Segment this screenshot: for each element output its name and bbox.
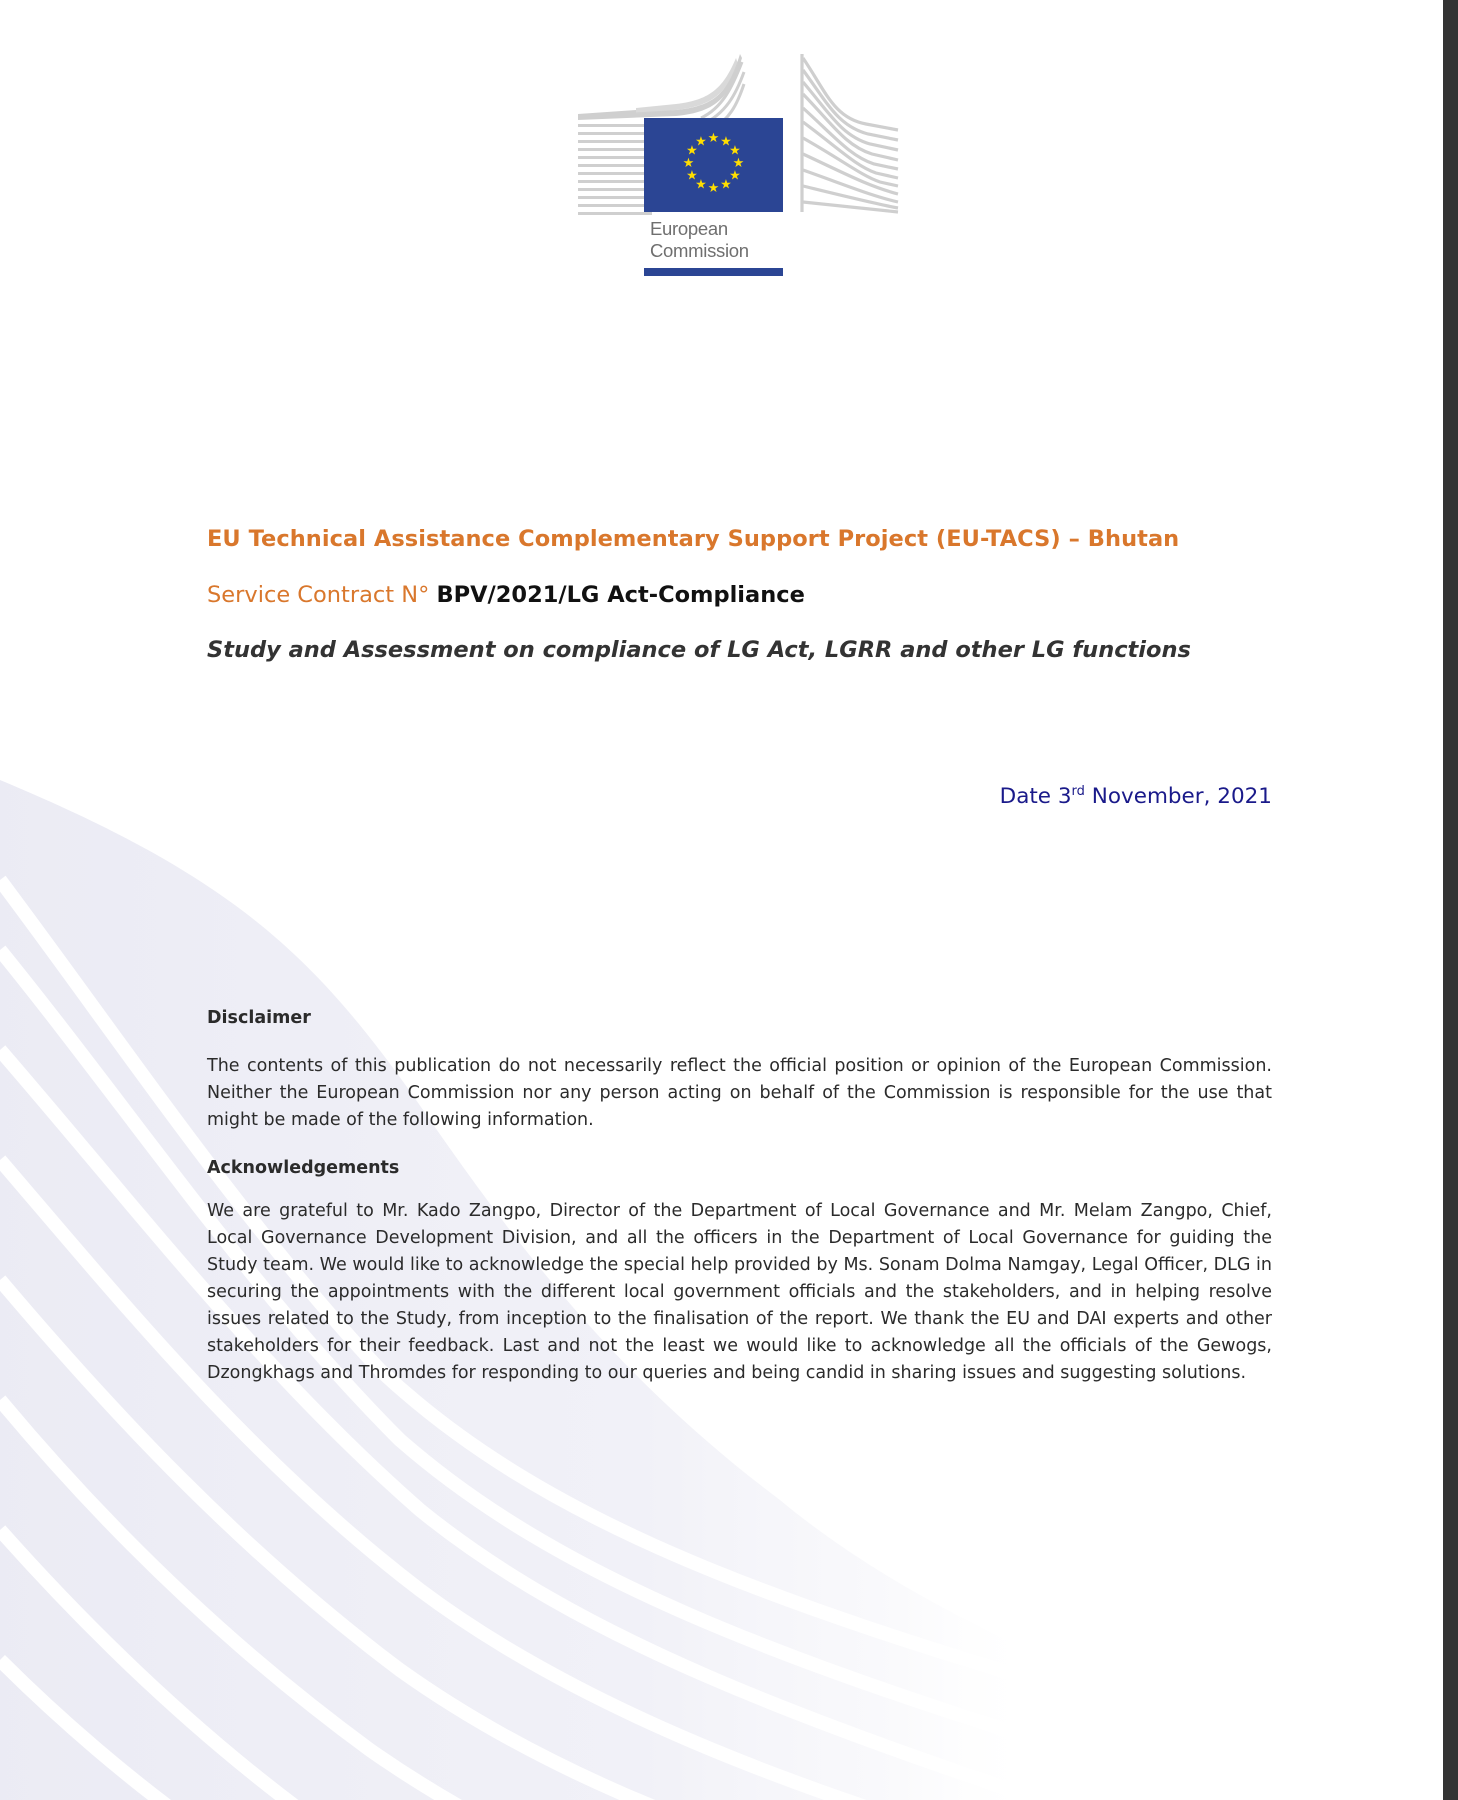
svg-text:★: ★ (729, 143, 741, 159)
svg-text:★: ★ (729, 168, 741, 184)
date-rest: November, 2021 (1084, 784, 1272, 809)
acknowledgements-heading: Acknowledgements (207, 1158, 400, 1178)
document-date (207, 784, 1272, 809)
eu-flag (644, 118, 783, 212)
project-title: EU Technical Assistance Complementary Support Project (EU-TACS) – Bhutan (207, 526, 1180, 552)
wordmark-line-2: Commission (650, 240, 749, 261)
viewer-scrollbar[interactable] (1443, 0, 1458, 1800)
svg-text:★: ★ (720, 177, 732, 193)
disclaimer-body: The contents of this publication do not necessarily reflect the official position or opinion of the European Commission. Neither the European Commission nor any person acting on behalf of the Commission is responsible for the use that might be made of the following information. (207, 1056, 1272, 1130)
date-ordinal-suffix: rd (1071, 784, 1085, 799)
svg-text:★: ★ (707, 131, 720, 146)
svg-text:★: ★ (720, 134, 732, 150)
disclaimer-heading: Disclaimer (207, 1008, 311, 1028)
service-contract-number: BPV/2021/LG Act-Compliance (436, 582, 805, 608)
date-prefix: Date 3 (999, 784, 1072, 809)
svg-text:★: ★ (686, 143, 698, 159)
eu-stars-icon (644, 118, 783, 212)
svg-text:★: ★ (682, 156, 695, 171)
service-contract (207, 582, 1272, 608)
svg-text:★: ★ (686, 168, 698, 184)
study-title: Study and Assessment on compliance of LG Act, LGRR and other LG functions (207, 637, 1191, 663)
wordmark-line-1: European (650, 218, 728, 239)
service-contract-label: Service Contract N° (207, 582, 437, 608)
acknowledgements-body: We are grateful to Mr. Kado Zangpo, Director of the Department of Local Governance and Mr. Melam Zangpo, Chief, Local Governance Development Division, and all the officers in the Department of Local Governance for guiding the Study team. We would like to acknowledge the special help provided by Ms. Sonam Dolma Namgay, Legal Officer, DLG in securing the appointments with the different local government officials and the stakeholders, and in helping resolve issues related to the Study, from inception to the finalisation of the report. We thank the EU and DAI experts and other stakeholders for their feedback. Last and not the least we would like to acknowledge all the officials of the Gewogs, Dzongkhags and Thromdes for responding to our queries and being candid in sharing issues and suggesting solutions. (207, 1201, 1272, 1383)
european-commission-wordmark (650, 218, 790, 262)
svg-text:★: ★ (707, 181, 720, 196)
svg-text:★: ★ (732, 156, 745, 171)
svg-text:★: ★ (695, 134, 707, 150)
logo-underline-bar (644, 268, 783, 276)
svg-text:★: ★ (695, 177, 707, 193)
european-commission-logo (576, 52, 906, 282)
